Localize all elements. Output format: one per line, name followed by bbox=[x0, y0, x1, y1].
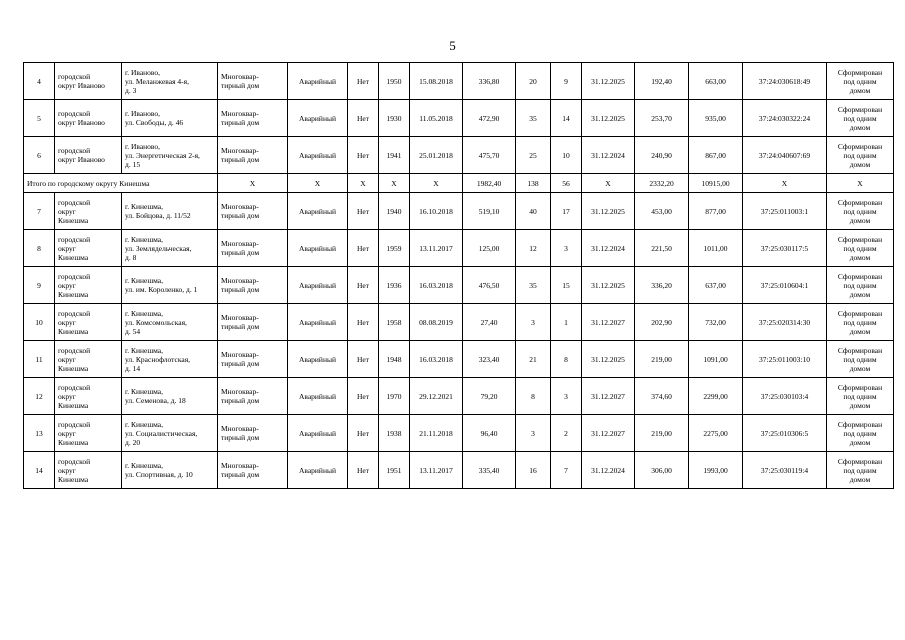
cell-year: 1970 bbox=[379, 378, 410, 415]
cell-area: 125,00 bbox=[463, 230, 516, 267]
cell-flats: 17 bbox=[551, 193, 582, 230]
cell-status: Аварийный bbox=[288, 100, 348, 137]
table-row bbox=[24, 378, 894, 415]
cell-house-type: Многоквар- тирный дом bbox=[218, 63, 288, 100]
cell-house-type: Многоквар- тирный дом bbox=[218, 304, 288, 341]
cell-year: 1950 bbox=[379, 63, 410, 100]
cell-area2: 219,00 bbox=[635, 415, 689, 452]
cell-status: Аварийный bbox=[288, 452, 348, 489]
cell-deadline: 31.12.2025 bbox=[582, 193, 635, 230]
cell-year: 1959 bbox=[379, 230, 410, 267]
cell-cost: 637,00 bbox=[689, 267, 743, 304]
cell-date: 13.11.2017 bbox=[410, 230, 463, 267]
cell-cost: 867,00 bbox=[689, 137, 743, 174]
subtotal-area: 1982,40 bbox=[463, 174, 516, 193]
table-row bbox=[24, 193, 894, 230]
cell-cost: 935,00 bbox=[689, 100, 743, 137]
cell-deadline: 31.12.2025 bbox=[582, 267, 635, 304]
cell-note: Сформирован под одним домом bbox=[827, 137, 894, 174]
cell-address: г. Кинешма, ул. Комсомольская, д. 54 bbox=[122, 304, 218, 341]
subtotal-note: Х bbox=[827, 174, 894, 193]
subtotal-status: Х bbox=[288, 174, 348, 193]
cell-residents: 16 bbox=[516, 452, 551, 489]
cell-municipality: городской округ Иваново bbox=[55, 100, 122, 137]
table-row bbox=[24, 304, 894, 341]
cell-cadastral: 37:25:030117:5 bbox=[743, 230, 827, 267]
cell-address: г. Иваново, ул. Энергетическая 2-я, д. 15 bbox=[122, 137, 218, 174]
cell-house-type: Многоквар- тирный дом bbox=[218, 341, 288, 378]
cell-note: Сформирован под одним домом bbox=[827, 193, 894, 230]
cell-note: Сформирован под одним домом bbox=[827, 63, 894, 100]
cell-cadastral: 37:24:030618:49 bbox=[743, 63, 827, 100]
cell-house-type: Многоквар- тирный дом bbox=[218, 100, 288, 137]
cell-residents: 35 bbox=[516, 267, 551, 304]
cell-note: Сформирован под одним домом bbox=[827, 341, 894, 378]
cell-date: 16.03.2018 bbox=[410, 267, 463, 304]
table-row bbox=[24, 230, 894, 267]
cell-note: Сформирован под одним домом bbox=[827, 100, 894, 137]
cell-address: г. Кинешма, ул. Социалистическая, д. 20 bbox=[122, 415, 218, 452]
cell-number: 8 bbox=[24, 230, 55, 267]
cell-flag: Нет bbox=[348, 63, 379, 100]
cell-residents: 8 bbox=[516, 378, 551, 415]
cell-municipality: городской округ Кинешма bbox=[55, 304, 122, 341]
cell-residents: 3 bbox=[516, 304, 551, 341]
subtotal-flag: Х bbox=[348, 174, 379, 193]
cell-municipality: городской округ Кинешма bbox=[55, 415, 122, 452]
cell-residents: 3 bbox=[516, 415, 551, 452]
cell-residents: 35 bbox=[516, 100, 551, 137]
cell-number: 12 bbox=[24, 378, 55, 415]
cell-status: Аварийный bbox=[288, 378, 348, 415]
cell-area: 323,40 bbox=[463, 341, 516, 378]
cell-municipality: городской округ Кинешма bbox=[55, 267, 122, 304]
cell-year: 1940 bbox=[379, 193, 410, 230]
cell-status: Аварийный bbox=[288, 415, 348, 452]
cell-address: г. Кинешма, ул. Землядельческая, д. 8 bbox=[122, 230, 218, 267]
cell-residents: 21 bbox=[516, 341, 551, 378]
cell-flats: 7 bbox=[551, 452, 582, 489]
subtotal-residents: 138 bbox=[516, 174, 551, 193]
cell-house-type: Многоквар- тирный дом bbox=[218, 452, 288, 489]
cell-area2: 306,00 bbox=[635, 452, 689, 489]
cell-residents: 40 bbox=[516, 193, 551, 230]
cell-status: Аварийный bbox=[288, 137, 348, 174]
subtotal-flats: 56 bbox=[551, 174, 582, 193]
cell-deadline: 31.12.2025 bbox=[582, 341, 635, 378]
cell-deadline: 31.12.2024 bbox=[582, 230, 635, 267]
cell-number: 14 bbox=[24, 452, 55, 489]
cell-year: 1941 bbox=[379, 137, 410, 174]
cell-flats: 2 bbox=[551, 415, 582, 452]
cell-date: 25.01.2018 bbox=[410, 137, 463, 174]
cell-municipality: городской округ Кинешма bbox=[55, 193, 122, 230]
cell-area2: 374,60 bbox=[635, 378, 689, 415]
cell-municipality: городской округ Кинешма bbox=[55, 378, 122, 415]
cell-flag: Нет bbox=[348, 230, 379, 267]
subtotal-deadline: Х bbox=[582, 174, 635, 193]
cell-address: г. Иваново, ул. Свободы, д. 46 bbox=[122, 100, 218, 137]
cell-status: Аварийный bbox=[288, 63, 348, 100]
subtotal-type: Х bbox=[218, 174, 288, 193]
cell-cadastral: 37:25:010306:5 bbox=[743, 415, 827, 452]
cell-flats: 1 bbox=[551, 304, 582, 341]
cell-cadastral: 37:25:010604:1 bbox=[743, 267, 827, 304]
cell-house-type: Многоквар- тирный дом bbox=[218, 267, 288, 304]
cell-flag: Нет bbox=[348, 378, 379, 415]
cell-year: 1930 bbox=[379, 100, 410, 137]
cell-residents: 12 bbox=[516, 230, 551, 267]
cell-area: 475,70 bbox=[463, 137, 516, 174]
subtotal-year: Х bbox=[379, 174, 410, 193]
cell-area2: 253,70 bbox=[635, 100, 689, 137]
cell-area: 96,40 bbox=[463, 415, 516, 452]
cell-area2: 219,00 bbox=[635, 341, 689, 378]
cell-municipality: городской округ Кинешма bbox=[55, 341, 122, 378]
cell-deadline: 31.12.2024 bbox=[582, 452, 635, 489]
cell-deadline: 31.12.2027 bbox=[582, 378, 635, 415]
cell-deadline: 31.12.2025 bbox=[582, 63, 635, 100]
cell-area2: 240,90 bbox=[635, 137, 689, 174]
cell-status: Аварийный bbox=[288, 230, 348, 267]
cell-note: Сформирован под одним домом bbox=[827, 378, 894, 415]
cell-flats: 3 bbox=[551, 230, 582, 267]
cell-number: 5 bbox=[24, 100, 55, 137]
cell-number: 10 bbox=[24, 304, 55, 341]
cell-cost: 2275,00 bbox=[689, 415, 743, 452]
table-row bbox=[24, 100, 894, 137]
cell-address: г. Кинешма, ул. Краснофлотская, д. 14 bbox=[122, 341, 218, 378]
cell-area2: 453,00 bbox=[635, 193, 689, 230]
subtotal-row bbox=[24, 174, 894, 193]
table-body-ivanovo bbox=[24, 63, 894, 174]
cell-area: 519,10 bbox=[463, 193, 516, 230]
cell-address: г. Кинешма, ул. им. Короленко, д. 1 bbox=[122, 267, 218, 304]
cell-date: 08.08.2019 bbox=[410, 304, 463, 341]
cell-municipality: городской округ Кинешма bbox=[55, 230, 122, 267]
table-row bbox=[24, 452, 894, 489]
cell-area2: 336,20 bbox=[635, 267, 689, 304]
cell-house-type: Многоквар- тирный дом bbox=[218, 193, 288, 230]
cell-flats: 15 bbox=[551, 267, 582, 304]
cell-area2: 192,40 bbox=[635, 63, 689, 100]
cell-flats: 14 bbox=[551, 100, 582, 137]
cell-cadastral: 37:25:020314:30 bbox=[743, 304, 827, 341]
cell-flats: 10 bbox=[551, 137, 582, 174]
cell-cost: 1091,00 bbox=[689, 341, 743, 378]
cell-municipality: городской округ Иваново bbox=[55, 63, 122, 100]
cell-year: 1951 bbox=[379, 452, 410, 489]
cell-house-type: Многоквар- тирный дом bbox=[218, 415, 288, 452]
cell-note: Сформирован под одним домом bbox=[827, 452, 894, 489]
subtotal-cadastral: Х bbox=[743, 174, 827, 193]
cell-year: 1948 bbox=[379, 341, 410, 378]
cell-area: 476,50 bbox=[463, 267, 516, 304]
cell-number: 9 bbox=[24, 267, 55, 304]
cell-number: 6 bbox=[24, 137, 55, 174]
cell-date: 16.03.2018 bbox=[410, 341, 463, 378]
cell-cadastral: 37:25:030103:4 bbox=[743, 378, 827, 415]
cell-date: 16.10.2018 bbox=[410, 193, 463, 230]
cell-area: 336,80 bbox=[463, 63, 516, 100]
cell-address: г. Кинешма, ул. Семенова, д. 18 bbox=[122, 378, 218, 415]
cell-status: Аварийный bbox=[288, 267, 348, 304]
cell-flag: Нет bbox=[348, 415, 379, 452]
cell-residents: 20 bbox=[516, 63, 551, 100]
cell-cost: 732,00 bbox=[689, 304, 743, 341]
cell-status: Аварийный bbox=[288, 193, 348, 230]
cell-cost: 877,00 bbox=[689, 193, 743, 230]
cell-date: 11.05.2018 bbox=[410, 100, 463, 137]
cell-note: Сформирован под одним домом bbox=[827, 230, 894, 267]
table-row bbox=[24, 341, 894, 378]
cell-note: Сформирован под одним домом bbox=[827, 304, 894, 341]
cell-house-type: Многоквар- тирный дом bbox=[218, 230, 288, 267]
cell-number: 4 bbox=[24, 63, 55, 100]
cell-area: 472,90 bbox=[463, 100, 516, 137]
cell-year: 1936 bbox=[379, 267, 410, 304]
cell-flag: Нет bbox=[348, 341, 379, 378]
cell-cost: 663,00 bbox=[689, 63, 743, 100]
cell-area: 79,20 bbox=[463, 378, 516, 415]
housing-register-table bbox=[23, 62, 894, 489]
subtotal-cost: 10915,00 bbox=[689, 174, 743, 193]
cell-cost: 1011,00 bbox=[689, 230, 743, 267]
cell-area: 27,40 bbox=[463, 304, 516, 341]
cell-cadastral: 37:25:011003:1 bbox=[743, 193, 827, 230]
table-row bbox=[24, 415, 894, 452]
cell-area2: 221,50 bbox=[635, 230, 689, 267]
cell-flag: Нет bbox=[348, 452, 379, 489]
cell-area: 335,40 bbox=[463, 452, 516, 489]
cell-cadastral: 37:24:030322:24 bbox=[743, 100, 827, 137]
cell-municipality: городской округ Иваново bbox=[55, 137, 122, 174]
cell-house-type: Многоквар- тирный дом bbox=[218, 137, 288, 174]
cell-date: 29.12.2021 bbox=[410, 378, 463, 415]
cell-cadastral: 37:25:011003:10 bbox=[743, 341, 827, 378]
subtotal-label: Итого по городскому округу Кинешма bbox=[24, 174, 218, 193]
cell-deadline: 31.12.2025 bbox=[582, 100, 635, 137]
cell-status: Аварийный bbox=[288, 304, 348, 341]
subtotal-area2: 2332,20 bbox=[635, 174, 689, 193]
cell-flats: 8 bbox=[551, 341, 582, 378]
cell-flag: Нет bbox=[348, 137, 379, 174]
table-body-subtotal bbox=[24, 174, 894, 193]
cell-residents: 25 bbox=[516, 137, 551, 174]
cell-cadastral: 37:24:040607:69 bbox=[743, 137, 827, 174]
cell-note: Сформирован под одним домом bbox=[827, 415, 894, 452]
cell-number: 11 bbox=[24, 341, 55, 378]
cell-date: 15.08.2018 bbox=[410, 63, 463, 100]
cell-cost: 1993,00 bbox=[689, 452, 743, 489]
cell-deadline: 31.12.2024 bbox=[582, 137, 635, 174]
subtotal-date: Х bbox=[410, 174, 463, 193]
cell-flag: Нет bbox=[348, 304, 379, 341]
cell-deadline: 31.12.2027 bbox=[582, 415, 635, 452]
table-row bbox=[24, 137, 894, 174]
cell-address: г. Иваново, ул. Меланжевая 4-я, д. 3 bbox=[122, 63, 218, 100]
cell-date: 13.11.2017 bbox=[410, 452, 463, 489]
cell-note: Сформирован под одним домом bbox=[827, 267, 894, 304]
cell-status: Аварийный bbox=[288, 341, 348, 378]
table-row bbox=[24, 267, 894, 304]
cell-year: 1938 bbox=[379, 415, 410, 452]
cell-deadline: 31.12.2027 bbox=[582, 304, 635, 341]
cell-municipality: городской округ Кинешма bbox=[55, 452, 122, 489]
table-row bbox=[24, 63, 894, 100]
cell-cost: 2299,00 bbox=[689, 378, 743, 415]
cell-address: г. Кинешма, ул. Бойцова, д. 11/52 bbox=[122, 193, 218, 230]
cell-year: 1958 bbox=[379, 304, 410, 341]
cell-cadastral: 37:25:030119:4 bbox=[743, 452, 827, 489]
cell-number: 7 bbox=[24, 193, 55, 230]
table-body-kineshma bbox=[24, 193, 894, 489]
cell-house-type: Многоквар- тирный дом bbox=[218, 378, 288, 415]
cell-address: г. Кинешма, ул. Спортивная, д. 10 bbox=[122, 452, 218, 489]
cell-date: 21.11.2018 bbox=[410, 415, 463, 452]
cell-flats: 3 bbox=[551, 378, 582, 415]
cell-area2: 202,90 bbox=[635, 304, 689, 341]
cell-flag: Нет bbox=[348, 193, 379, 230]
cell-number: 13 bbox=[24, 415, 55, 452]
cell-flag: Нет bbox=[348, 267, 379, 304]
page-number: 5 bbox=[449, 38, 456, 53]
cell-flats: 9 bbox=[551, 63, 582, 100]
cell-flag: Нет bbox=[348, 100, 379, 137]
